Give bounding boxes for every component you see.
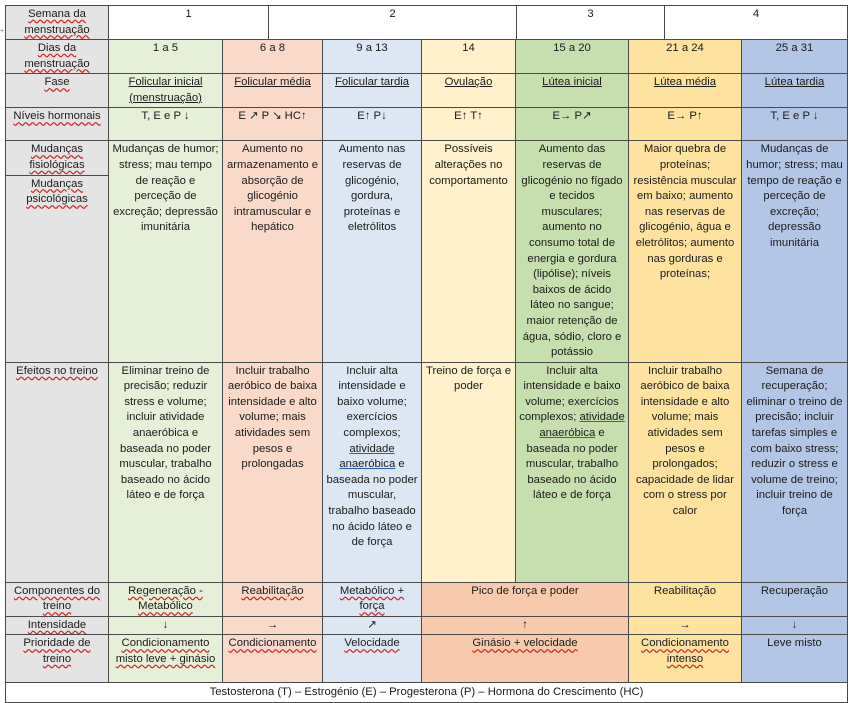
days-cell: 25 a 31 <box>742 40 848 74</box>
hormones-row <box>6 108 848 141</box>
effects-row <box>6 362 848 582</box>
components-cell: Recuperação <box>742 582 848 616</box>
effects-cell: Treino de força e poder <box>422 362 516 582</box>
components-cell: Reabilitação <box>629 582 742 616</box>
days-cell: 21 a 24 <box>629 40 742 74</box>
changes-cell: Aumento no armazenamento e absorção de glicogénio intramuscular e hepático <box>223 141 323 362</box>
changes-cell: Possíveis alterações no comportamento <box>422 141 516 362</box>
week-3: 3 <box>517 6 665 40</box>
days-cell: 6 a 8 <box>223 40 323 74</box>
priority-cell: Ginásio + velocidade <box>422 635 629 683</box>
days-row <box>6 40 848 74</box>
intensity-cell: ↓ <box>742 616 848 635</box>
effects-cell: Incluir alta intensidade e baixo volume; exercícios complexos; atividade anaeróbica e baseada no poder muscular, trabalho baseado no ácido láteo e de força <box>323 362 422 582</box>
components-cell: Pico de força e poder <box>422 582 629 616</box>
intensity-cell: → <box>629 616 742 635</box>
priority-cell: Velocidade <box>323 635 422 683</box>
phase-label: Fase <box>6 74 109 108</box>
week-1: 1 <box>109 6 269 40</box>
menstrual-cycle-table <box>5 39 848 703</box>
hormones-cell: T, E e P ↓ <box>742 108 848 141</box>
priority-row <box>6 635 848 683</box>
intensity-cell: ↓ <box>109 616 223 635</box>
days-label: Dias da menstruação <box>6 40 109 74</box>
changes-cell: Mudanças de humor; stress; mau tempo de reação e perceção de excreção; depressão imunitária <box>742 141 848 362</box>
priority-cell: Condicionamento <box>223 635 323 683</box>
physiological-label: Mudanças fisiológicas <box>6 141 108 175</box>
table-anchor-icon: + <box>0 28 5 35</box>
components-label: Componentes do treino <box>6 582 109 616</box>
phase-cell: Lútea média <box>629 74 742 108</box>
phase-cell: Lútea tardia <box>742 74 848 108</box>
week-row <box>6 6 848 40</box>
week-4: 4 <box>665 6 848 40</box>
components-row <box>6 582 848 616</box>
hormones-cell: E ↗ P ↘ HC↑ <box>223 108 323 141</box>
anaerobic-activity-text: atividade anaeróbica <box>339 442 396 471</box>
intensity-row <box>6 616 848 635</box>
days-cell: 15 a 20 <box>516 40 629 74</box>
priority-cell: Leve misto <box>742 635 848 683</box>
effects-cell: Incluir trabalho aeróbico de baixa intensidade e alto volume; mais atividades sem pesos e prolongados; capacidade de lidar com o stress por calor <box>629 362 742 582</box>
phase-cell: Folicular tardia <box>323 74 422 108</box>
effects-label: Efeitos no treino <box>6 362 109 582</box>
anaerobic-activity-text: atividade anaeróbica <box>539 411 625 440</box>
legend-footer: Testosterona (T) – Estrogénio (E) – Progesterona (P) – Hormona do Crescimento (HC) <box>6 683 848 703</box>
intensity-cell: ↑ <box>422 616 629 635</box>
priority-cell: Condicionamento intenso <box>629 635 742 683</box>
phase-cell: Folicular inicial (menstruação) <box>109 74 223 108</box>
changes-cell: Aumento nas reservas de glicogénio, gordura, proteínas e eletrólitos <box>323 141 422 362</box>
week-header-table <box>5 5 848 40</box>
phase-cell: Lútea inicial <box>516 74 629 108</box>
priority-label: Prioridade de treino <box>6 635 109 683</box>
hormones-cell: E↑ P↓ <box>323 108 422 141</box>
components-cell: Metabólico + força <box>323 582 422 616</box>
week-2: 2 <box>269 6 517 40</box>
days-cell: 9 a 13 <box>323 40 422 74</box>
hormones-cell: E→ P↗ <box>516 108 629 141</box>
intensity-cell: ↗ <box>323 616 422 635</box>
hormones-cell: E→ P↑ <box>629 108 742 141</box>
days-cell: 1 a 5 <box>109 40 223 74</box>
components-cell: Reabilitação <box>223 582 323 616</box>
changes-label <box>6 141 109 362</box>
changes-cell: Mudanças de humor; stress; mau tempo de reação e perceção de excreção; depressão imunitária <box>109 141 223 362</box>
hormones-cell: T, E e P ↓ <box>109 108 223 141</box>
phase-cell: Folicular média <box>223 74 323 108</box>
days-cell: 14 <box>422 40 516 74</box>
changes-cell: Maior quebra de proteínas; resistência muscular em baixo; aumento nas reservas de glicogénio, água e eletrólitos; aumento nas gorduras e proteínas; <box>629 141 742 362</box>
hormones-cell: E↑ T↑ <box>422 108 516 141</box>
effects-cell: Eliminar treino de precisão; reduzir stress e volume; incluir atividade anaeróbica e baseada no poder muscular, trabalho baseado no ácido láteo e de força <box>109 362 223 582</box>
changes-cell: Aumento das reservas de glicogénio no fígado e tecidos musculares; aumento no consumo total de energia e gordura (lipólise); níveis baixos de ácido láteo no sangue; maior retenção de água, sódio, cloro e potássio <box>516 141 629 362</box>
phase-row <box>6 74 848 108</box>
week-label: Semana da menstruação <box>6 6 109 40</box>
psychological-label: Mudanças psicológicas <box>26 177 88 206</box>
phase-cell: Ovulação <box>422 74 516 108</box>
components-cell: Regeneração - Metabólico <box>109 582 223 616</box>
intensity-label: Intensidade <box>6 616 109 635</box>
effects-cell: Incluir trabalho aeróbico de baixa intensidade e alto volume; mais atividades sem pesos e prolongadas <box>223 362 323 582</box>
effects-cell: Incluir alta intensidade e baixo volume; exercícios complexos; atividade anaeróbica e baseada no poder muscular, trabalho baseado no ácido láteo e de força <box>516 362 629 582</box>
priority-cell: Condicionamento misto leve + ginásio <box>109 635 223 683</box>
intensity-cell: → <box>223 616 323 635</box>
hormones-label: Níveis hormonais <box>6 108 109 141</box>
effects-cell: Semana de recuperação; eliminar o treino de precisão; incluir tarefas simples e com baixo stress; reduzir o stress e volume de treino; incluir treino de força <box>742 362 848 582</box>
changes-row <box>6 141 848 362</box>
